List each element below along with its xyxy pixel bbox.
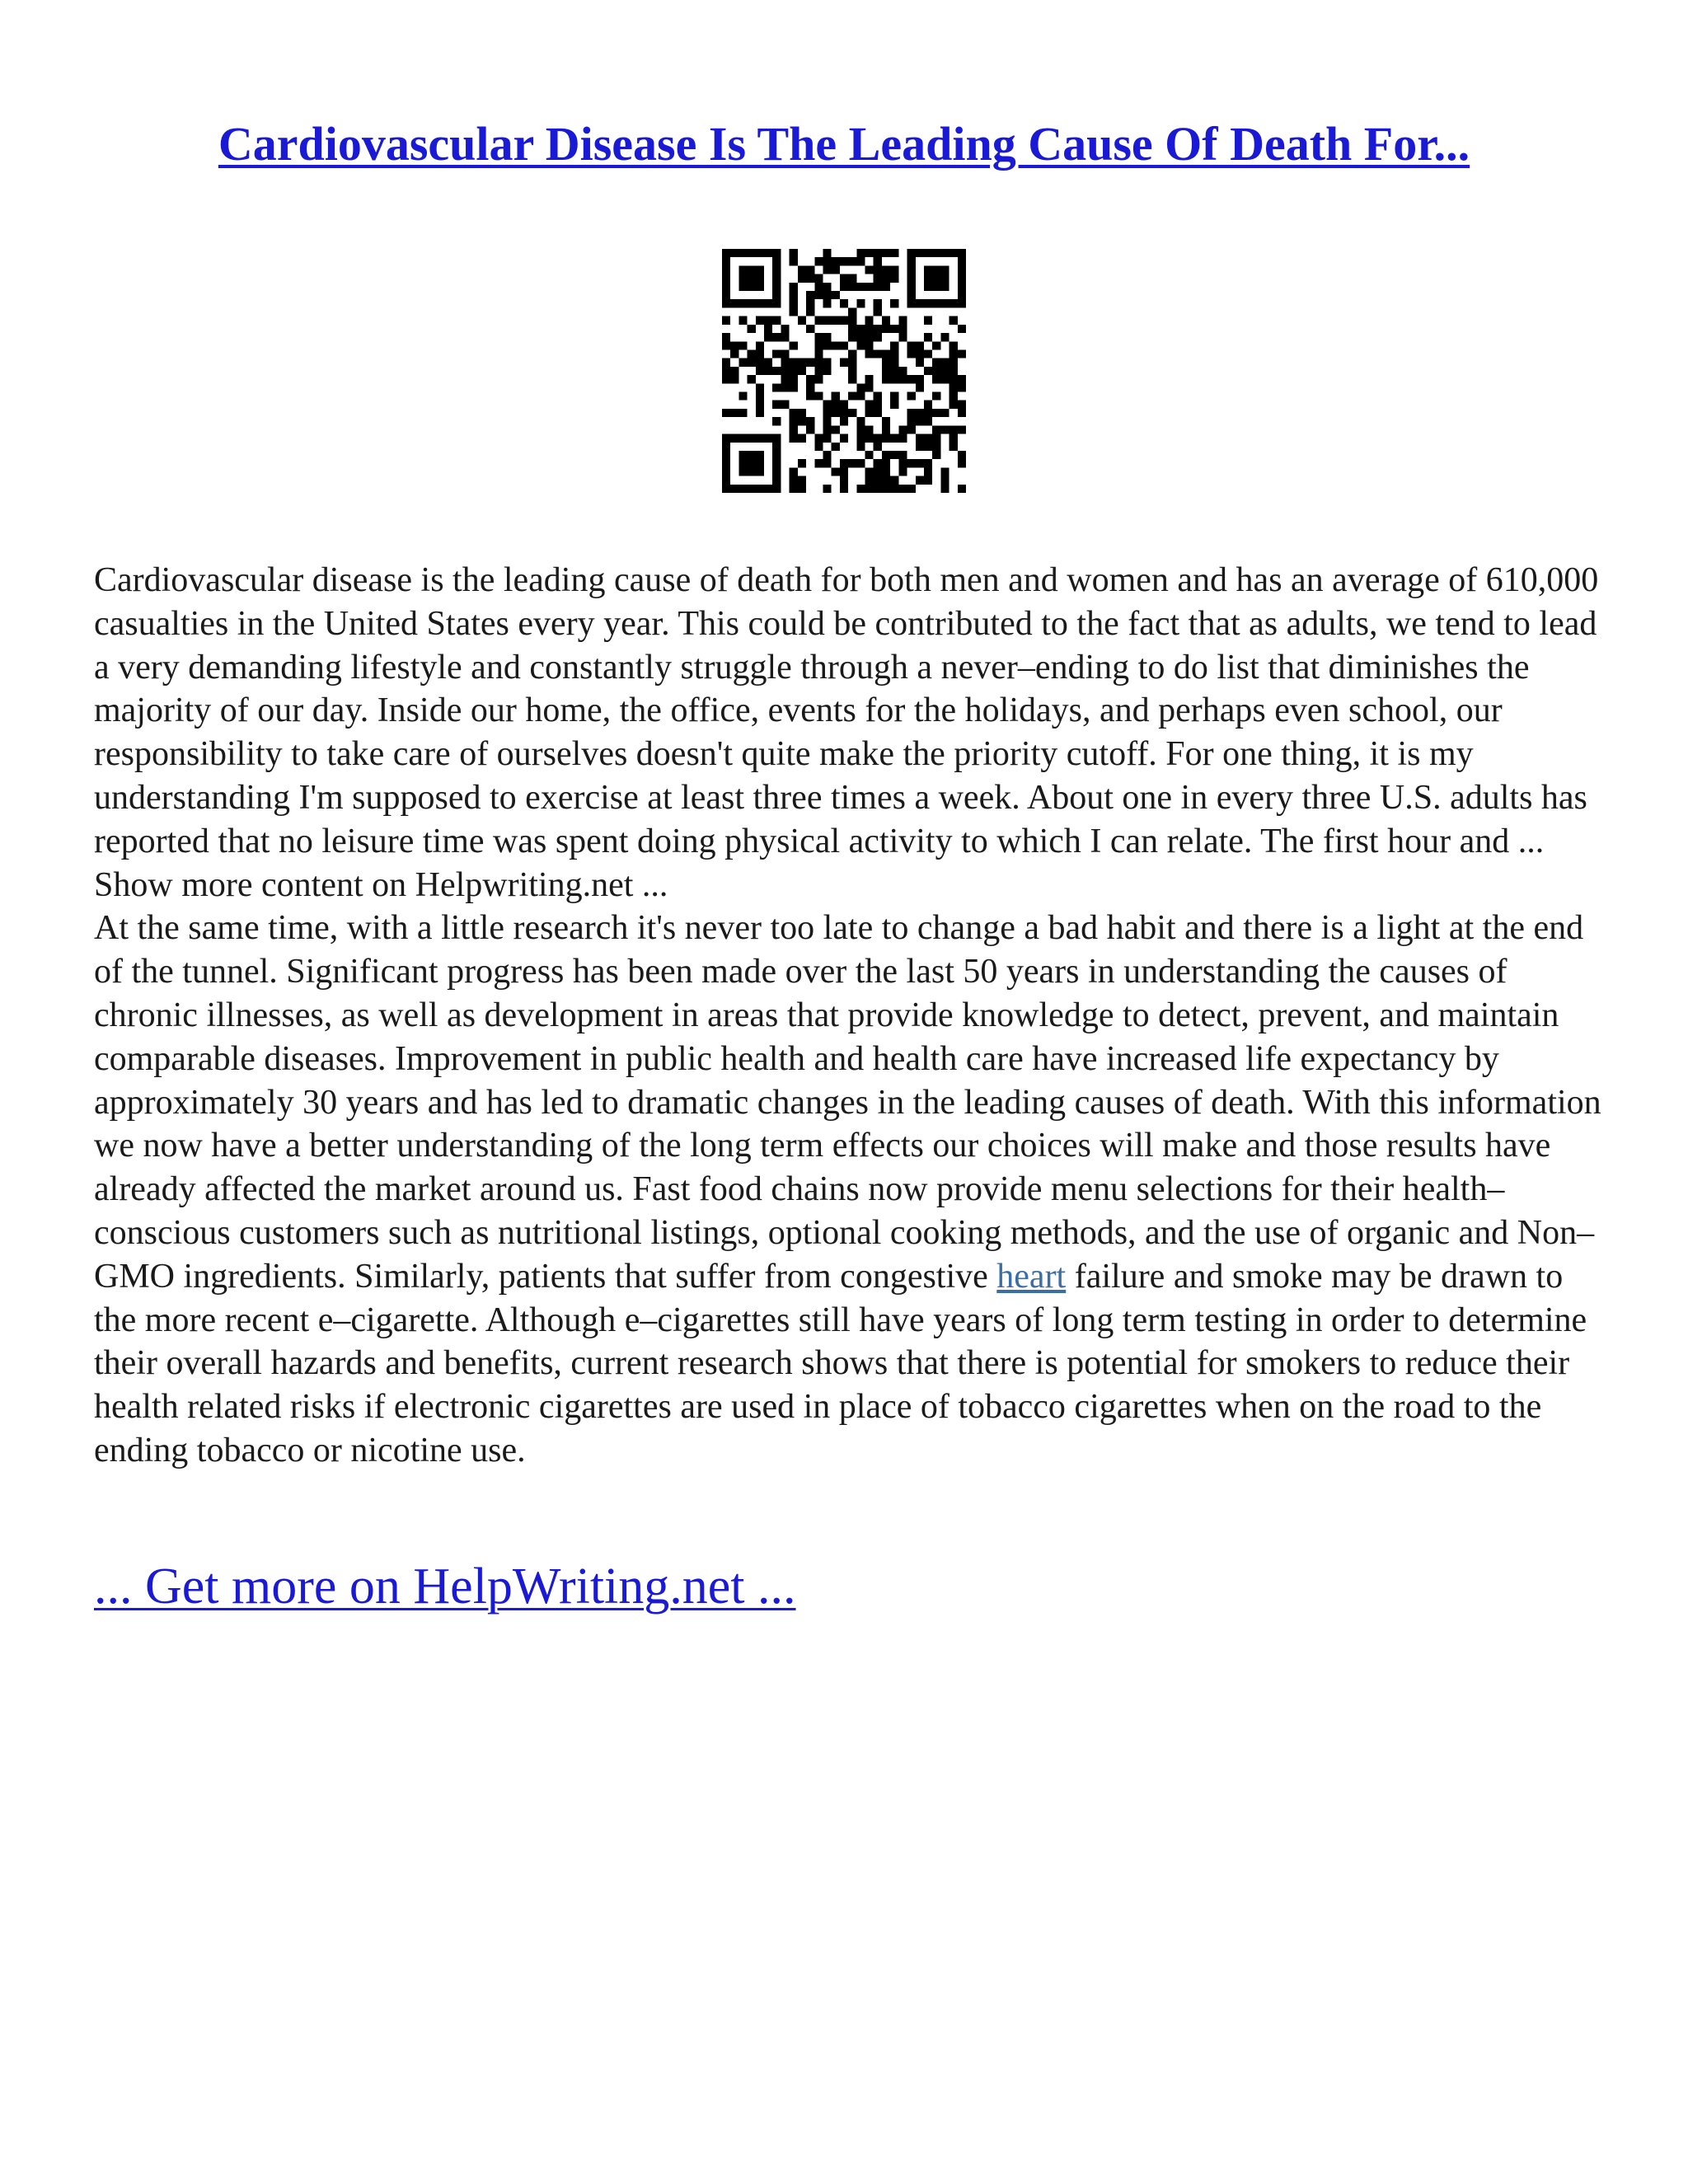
qr-code-icon: [722, 249, 966, 493]
paragraph-2-text-b: failure and smoke may be drawn to the more recent e–cigarette. Although e–cigarettes still have years of long term testing in order to determine their overall hazards and benefits, current research shows that there is potential for smokers to reduce their health related risks if electronic cigarettes are used in place of tobacco cigarettes when on the road to the ending tobacco or nicotine use.: [94, 1257, 1587, 1469]
article-body: [94, 559, 1602, 1473]
get-more-link[interactable]: ... Get more on HelpWriting.net ...: [94, 1558, 796, 1615]
paragraph-2: [94, 907, 1602, 1472]
paragraph-1: Cardiovascular disease is the leading cause of death for both men and women and has an average of 610,000 casualties in the United States every year. This could be contributed to the fact that as adults, we tend to lead a very demanding lifestyle and constantly struggle through a never–ending to do list that diminishes the majority of our day. Inside our home, the office, events for the holidays, and perhaps even school, our responsibility to take care of ourselves doesn't quite make the priority cutoff. For one thing, it is my understanding I'm supposed to exercise at least three times a week. About one in every three U.S. adults has reported that no leisure time was spent doing physical activity to which I can relate. The first hour and ... Show more content on Helpwriting.net ...: [94, 561, 1599, 904]
page-title: [0, 115, 1688, 173]
get-more-section: [94, 1556, 796, 1617]
title-link[interactable]: Cardiovascular Disease Is The Leading Cause Of Death For...: [218, 117, 1470, 171]
heart-link[interactable]: heart: [996, 1257, 1067, 1296]
paragraph-2-text-a: At the same time, with a little research it's never too late to change a bad habit and there is a light at the end of the tunnel. Significant progress has been made over the last 50 years in understanding the causes of chronic illnesses, as well as development in areas that provide knowledge to detect, prevent, and maintain comparable diseases. Improvement in public health and health care have increased life expectancy by approximately 30 years and has led to dramatic changes in the leading causes of death. With this information we now have a better understanding of the long term effects our choices will make and those results have already affected the market around us. Fast food chains now provide menu selections for their health–conscious customers such as nutritional listings, optional cooking methods, and the use of organic and Non–GMO ingredients. Similarly, patients that suffer from congestive: [94, 909, 1601, 1296]
